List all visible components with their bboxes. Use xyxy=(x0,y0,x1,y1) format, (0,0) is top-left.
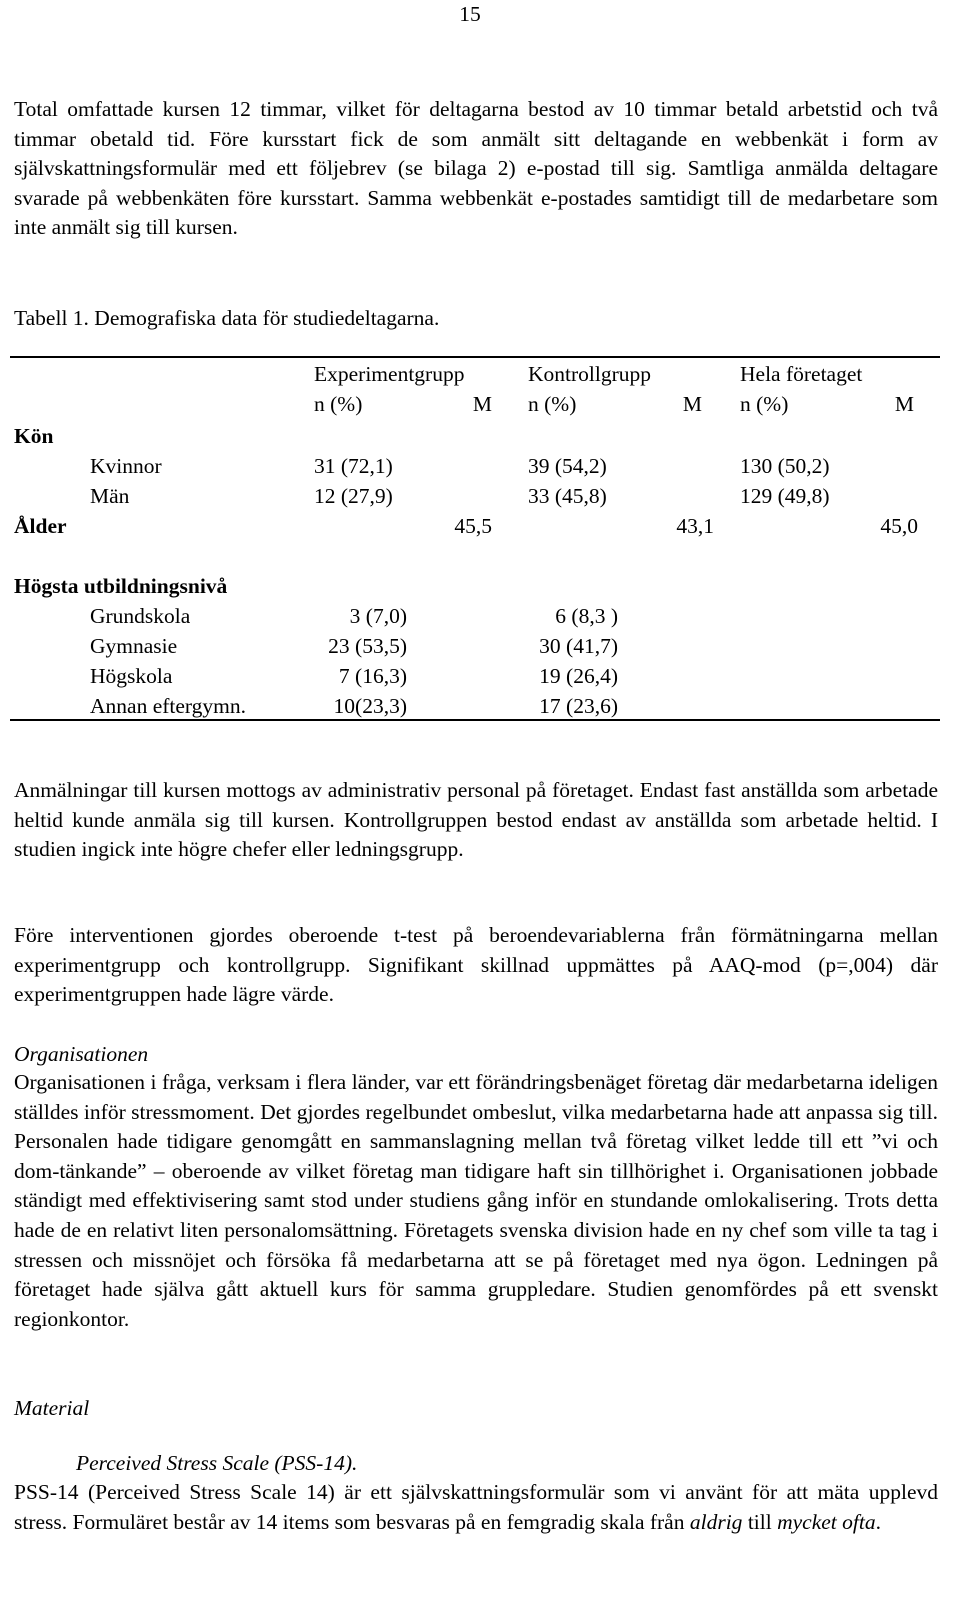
row-label-gymnasie: Gymnasie xyxy=(90,634,178,658)
cell-annan-experiment: 10(23,3) xyxy=(333,694,407,718)
m-header-control: M xyxy=(682,392,702,416)
section-label-alder: Ålder xyxy=(14,514,67,538)
row-label-hogskola: Högskola xyxy=(90,664,173,688)
cell-alder-company: 45,0 xyxy=(880,514,918,538)
pss-aldrig: aldrig xyxy=(689,1509,743,1534)
group-header-control: Kontrollgrupp xyxy=(528,362,652,386)
row-label-annan: Annan eftergymn. xyxy=(90,694,247,718)
cell-hogskola-control: 19 (26,4) xyxy=(539,664,618,688)
section-label-utbildning: Högsta utbildningsnivå xyxy=(14,574,228,598)
cell-grundskola-control: 6 (8,3 ) xyxy=(555,604,618,628)
n-header-control: n (%) xyxy=(528,392,577,416)
table-top-rule xyxy=(10,356,940,358)
cell-gymnasie-experiment: 23 (53,5) xyxy=(328,634,407,658)
pss-text: PSS-14 (Perceived Stress Scale 14) är ett självskattningsformulär som vi använt för att mäta upplevd stress. Formuläret består av 14 items som besvaras på en femgradig skala från xyxy=(14,1480,938,1534)
paragraph-registration: Anmälningar till kursen mottogs av administrativ personal på företaget. Endast fast anställda som arbetade heltid kunde anmäla sig till kursen. Kontrollgruppen bestod endast av anställda som arbetade heltid. I studien ingick inte högre chefer eller ledningsgrupp. xyxy=(14,778,938,862)
cell-gymnasie-control: 30 (41,7) xyxy=(539,634,618,658)
cell-alder-control: 43,1 xyxy=(676,514,714,538)
paragraph-ttest: Före interventionen gjordes oberoende t-test på beroendevariablerna från förmätningarna mellan experimentgrupp och kontrollgrupp. Signifikant skillnad uppmättes på AAQ-mod (p=,004) där experimentgruppen hade lägre värde. xyxy=(14,923,938,1007)
cell-kvinnor-company: 130 (50,2) xyxy=(740,454,830,478)
paragraph-pss xyxy=(14,1478,938,1537)
heading-pss: Perceived Stress Scale (PSS-14). xyxy=(76,1451,358,1475)
cell-alder-experiment: 45,5 xyxy=(454,514,492,538)
group-header-company: Hela företaget xyxy=(740,362,863,386)
cell-annan-control: 17 (23,6) xyxy=(539,694,618,718)
heading-material: Material xyxy=(14,1396,90,1420)
group-header-experiment: Experimentgrupp xyxy=(314,362,465,386)
paragraph-course-info: Total omfattade kursen 12 timmar, vilket för deltagarna bestod av 10 timmar betald arbetstid och två timmar obetald tid. Före kursstart fick de som anmält sitt deltagande en webbenkät i form av självskattningsformulär med ett följebrev (se bilaga 2) e-postad till sig. Samtliga anmälda deltagare svarade på webbenkäten före kursstart. Samma webbenkät e-postades samtidigt till de medarbetare som inte anmält sig till kursen. xyxy=(14,97,938,240)
table-bottom-rule xyxy=(10,719,940,721)
n-header-experiment: n (%) xyxy=(314,392,363,416)
m-header-experiment: M xyxy=(472,392,492,416)
row-label-kvinnor: Kvinnor xyxy=(90,454,162,478)
cell-hogskola-experiment: 7 (16,3) xyxy=(338,664,407,688)
pss-mycket-ofta: mycket ofta xyxy=(777,1509,876,1534)
m-header-company: M xyxy=(894,392,914,416)
row-label-grundskola: Grundskola xyxy=(90,604,191,628)
paragraph-organisation: Organisationen i fråga, verksam i flera länder, var ett förändringsbenäget företag där medarbetarna ideligen ställdes inför stressmoment. Det gjordes regelbundet ombeslut, vilka medarbetarna hade att anpassa sig till. Personalen hade tidigare genomgått en sammanslagning mellan två företag vilket ledde till ett ”vi och dom-tänkande” – oberoende av vilket företag man tidigare haft sin tillhörighet i. Organisationen jobbade ständigt med effektivisering samt stod under studiens gång inför en stundande omlokalisering. Trots detta hade de en relativt liten personalomsättning. Företagets svenska division hade en ny chef som ville ta tag i stressen och missnöjet och försöka få medarbetarna att se på företaget med nya ögon. Ledningen på företaget hade själva gått aktuell kurs för samma gruppledare. Studien genomfördes på ett svenskt regionkontor. xyxy=(14,1070,938,1331)
pss-till: till xyxy=(747,1509,772,1534)
cell-man-company: 129 (49,8) xyxy=(740,484,830,508)
section-label-kon: Kön xyxy=(14,424,54,448)
cell-grundskola-experiment: 3 (7,0) xyxy=(349,604,407,628)
table-caption: Tabell 1. Demografiska data för studiedeltagarna. xyxy=(14,306,440,330)
cell-kvinnor-control: 39 (54,2) xyxy=(528,454,607,478)
cell-man-control: 33 (45,8) xyxy=(528,484,607,508)
n-header-company: n (%) xyxy=(740,392,789,416)
page-number: 15 xyxy=(459,2,481,26)
cell-kvinnor-experiment: 31 (72,1) xyxy=(314,454,393,478)
pss-end: . xyxy=(875,1509,881,1534)
row-label-man: Män xyxy=(90,484,130,508)
heading-organisationen: Organisationen xyxy=(14,1042,149,1066)
cell-man-experiment: 12 (27,9) xyxy=(314,484,393,508)
